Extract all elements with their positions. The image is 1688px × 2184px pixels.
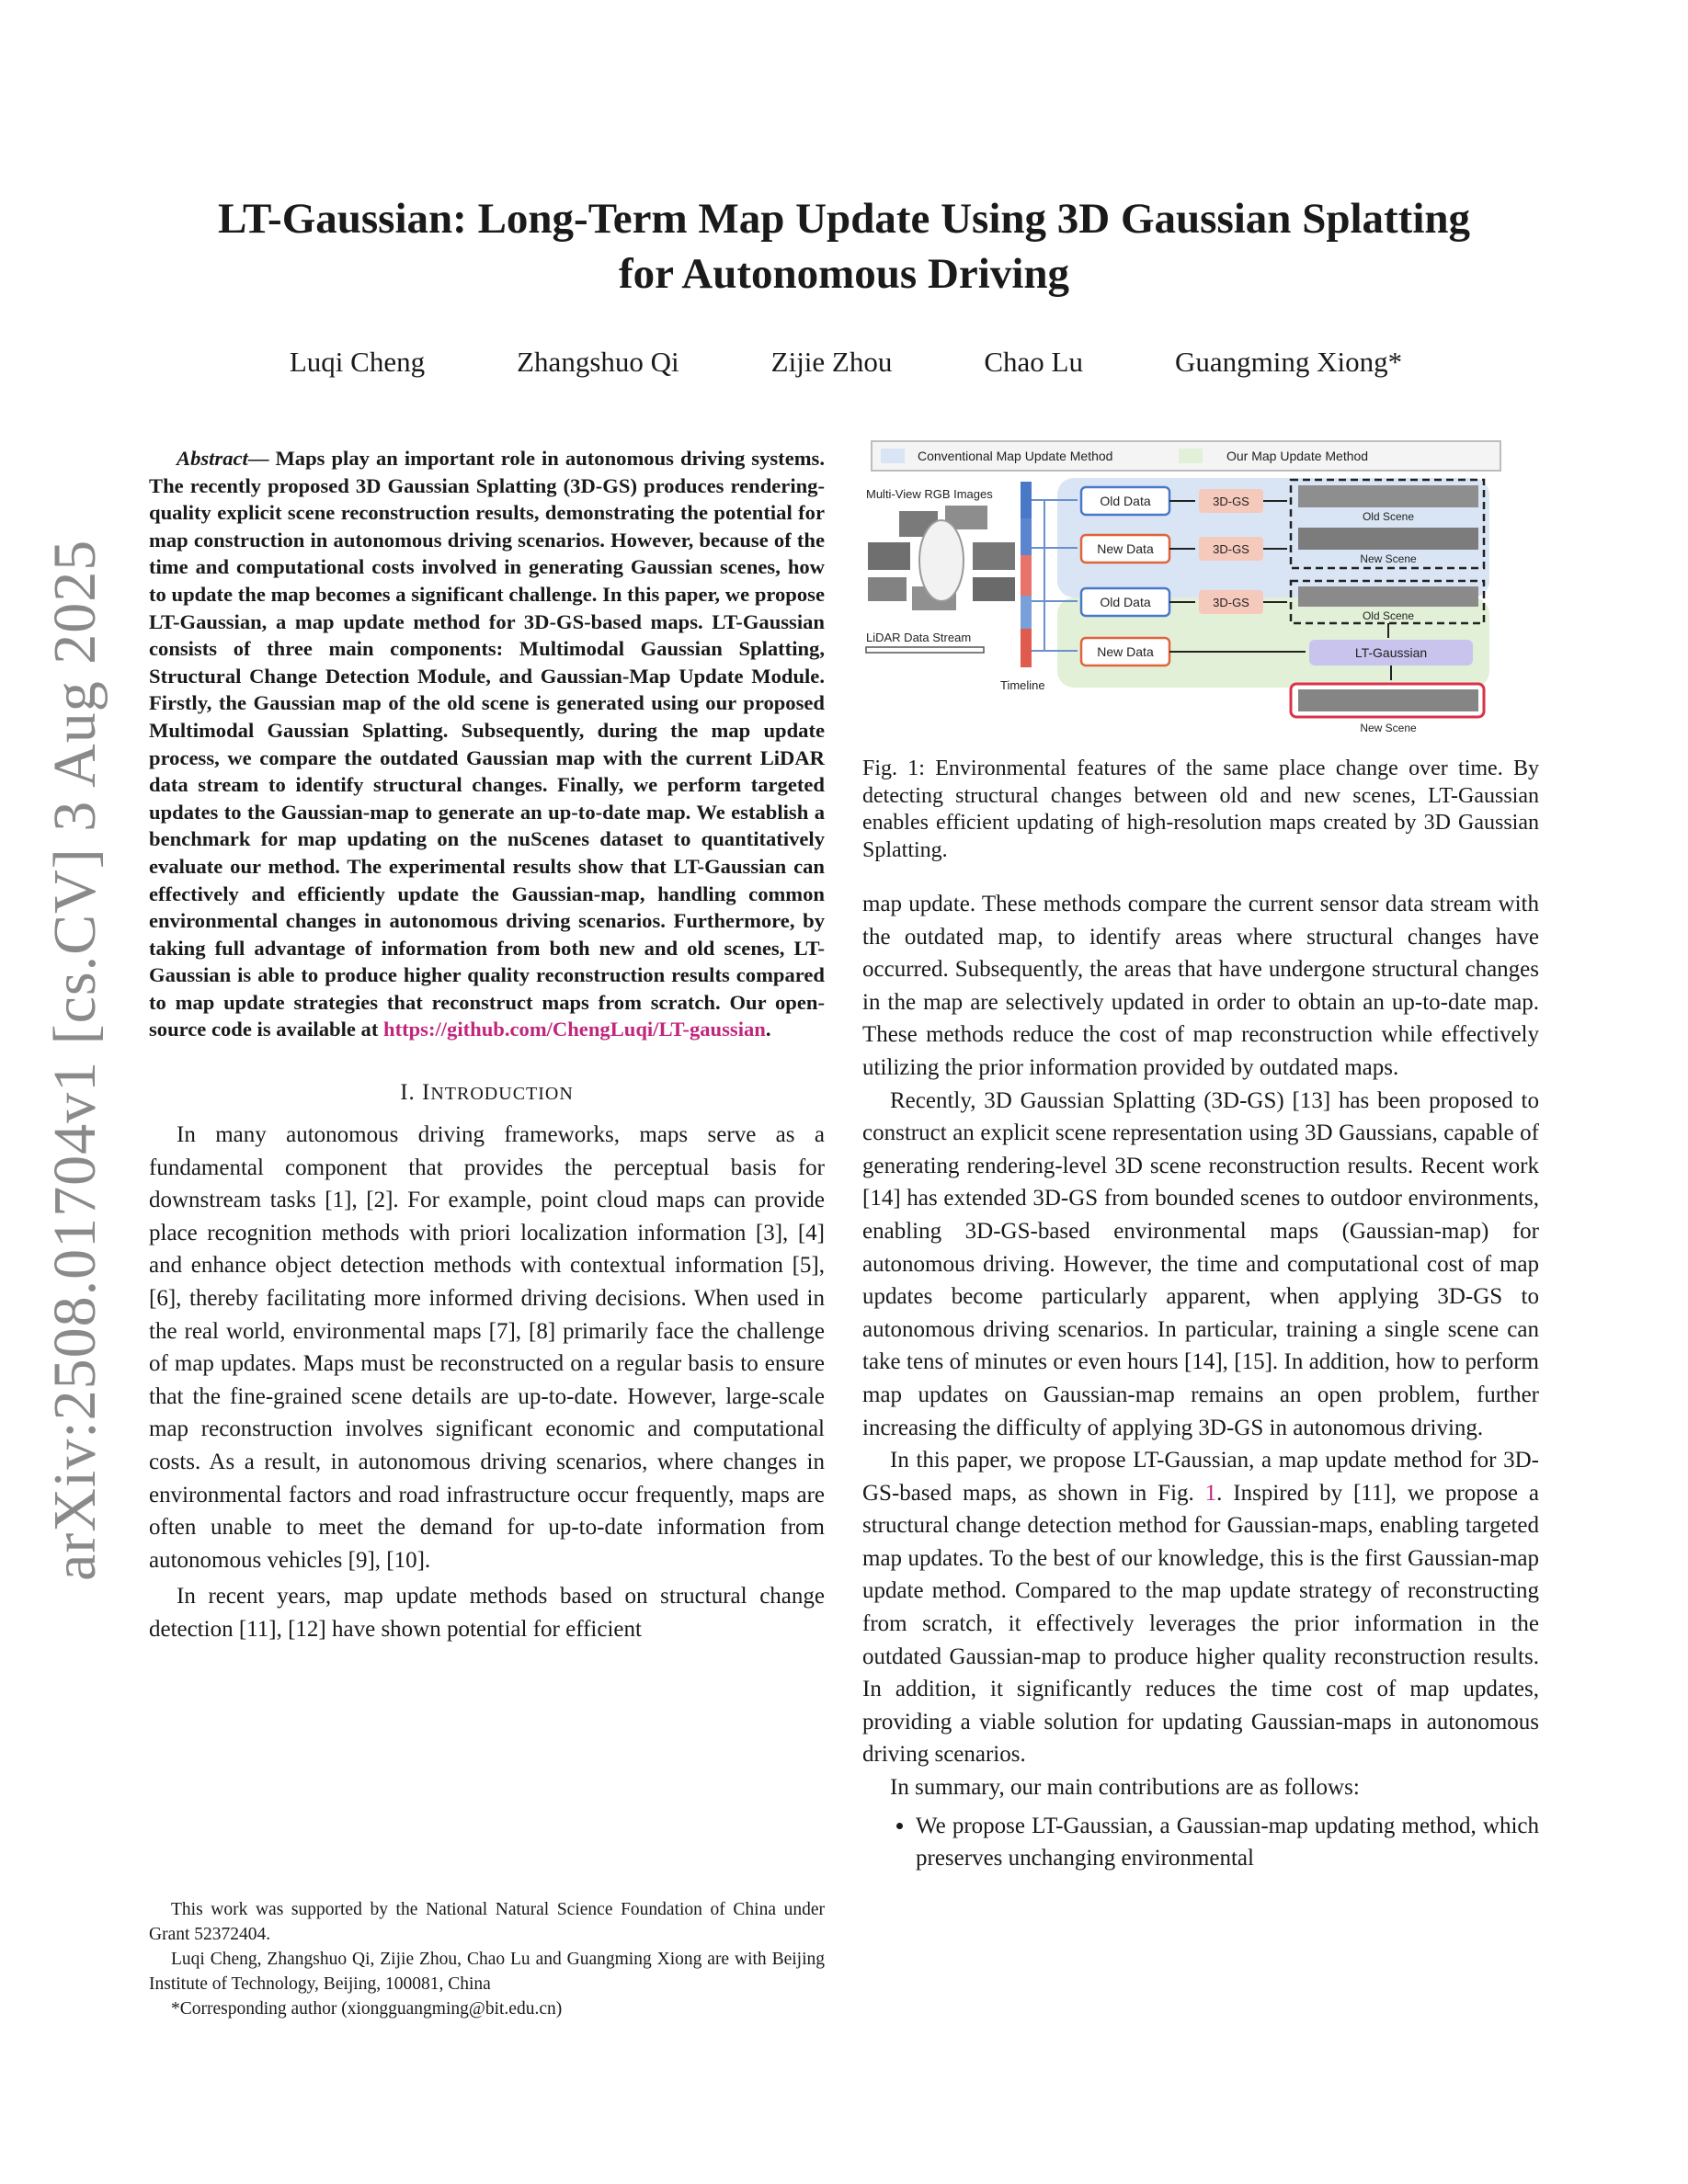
gs-label-3: 3D-GS bbox=[1213, 596, 1249, 609]
old-data-label-1: Old Data bbox=[1100, 494, 1151, 508]
author-3: Zijie Zhou bbox=[770, 346, 893, 378]
timeline-label: Timeline bbox=[1000, 678, 1045, 692]
car-icon bbox=[919, 520, 964, 601]
lidar-stream-bar bbox=[866, 647, 984, 653]
intro-paragraph-1: In many autonomous driving frameworks, maps serve as a fundamental component that provides the perceptual basis for downstream tasks [1], [2]. For example, point cloud maps can provide place recognition methods with priori localization information [3], [4] and enhance object detection methods with contextual information [5], [6], thereby facilitating more informed driving decisions. When used in the real world, environmental maps [7], [8] primarily face the challenge of map updates. Maps must be reconstructed on a regular basis to ensure that the fine-grained scene details are up-to-date. However, large-scale map reconstruction involves significant economic and computational costs. As a result, in autonomous driving scenarios, where changes in environmental factors and road infrastructure occur frequently, maps are often unable to meet the demand for up-to-date information from autonomous vehicles [9], [10]. bbox=[149, 1122, 825, 1573]
multiview-label: Multi-View RGB Images bbox=[866, 487, 993, 501]
new-scene-image-1 bbox=[1298, 528, 1478, 550]
footnote-funding: This work was supported by the National Natural Science Foundation of China under Grant 52372404. bbox=[149, 1900, 825, 1944]
right-paragraph-1: map update. These methods compare the current sensor data stream with the outdated map, to identify areas where structural changes have occurred. Subsequently, the areas that have undergone structural changes in the map are selectively updated in order to obtain an up-to-date map. These methods reduce the cost of map reconstruction while effectively utilizing the prior information provided by outdated maps. bbox=[862, 892, 1539, 1080]
section-heading-introduction: I. INTRODUCTION bbox=[400, 1080, 574, 1106]
abstract-label: Abstract bbox=[177, 447, 248, 470]
left-column bbox=[149, 445, 825, 1646]
legend-ours: Our Map Update Method bbox=[1226, 449, 1369, 463]
new-scene-image-2 bbox=[1298, 689, 1478, 711]
right-paragraph-3: In this paper, we propose LT-Gaussian, a map update method for 3D-GS-based maps, as shown in Fig. 1. Inspired by [11], we propose a structural change detection method for Gaussian-maps, enabling targeted map updates. To the best of our knowledge, this is the first Gaussian-map update method. Compared to the map update strategy of reconstructing from scratch, it effectively leverages the prior information in the outdated Gaussian-map to produce higher quality reconstruction results. In addition, it significantly reduces the time cost of map updates, providing a viable solution for updating Gaussian-maps in autonomous driving scenarios. bbox=[862, 1448, 1539, 1768]
footnotes bbox=[149, 1897, 825, 2021]
footnote-affiliation: Luqi Cheng, Zhangshuo Qi, Zijie Zhou, Chao Lu and Guangming Xiong are with Beijing Institute of Technology, Beijing, 100081, China bbox=[149, 1950, 825, 1994]
lt-gaussian-label: LT-Gaussian bbox=[1354, 645, 1428, 660]
legend-conventional: Conventional Map Update Method bbox=[918, 449, 1113, 463]
paper-title bbox=[138, 191, 1550, 301]
legend-swatch-conventional bbox=[881, 449, 905, 463]
legend-swatch-ours bbox=[1179, 449, 1203, 463]
gs-label-1: 3D-GS bbox=[1213, 495, 1249, 508]
author-4: Chao Lu bbox=[984, 346, 1083, 378]
contribution-item: • We propose LT-Gaussian, a Gaussian-map updating method, which preserves unchanging environmental bbox=[916, 1810, 1539, 1875]
new-scene-label-1: New Scene bbox=[1360, 552, 1417, 565]
timeline-bar bbox=[1021, 482, 1032, 667]
old-data-label-2: Old Data bbox=[1100, 595, 1151, 609]
right-paragraph-2: Recently, 3D Gaussian Splatting (3D-GS) [13] has been proposed to construct an explicit scene representation using 3D Gaussians, capable of generating rendering-level 3D scene reconstruction results. Recent work [14] has extended 3D-GS from bounded scenes to outdoor environments, enabling 3D-GS-based environmental maps (Gaussian-map) for autonomous driving. However, the time and computational cost of map updates become particularly apparent, when applying 3D-GS to autonomous driving scenarios. In particular, training a single scene can take tens of minutes or even hours [14], [15]. In addition, how to perform map updates on Gaussian-map remains an open problem, further increasing the difficulty of applying 3D-GS in autonomous driving. bbox=[862, 1087, 1539, 1440]
abstract: Abstract— Maps play an important role in autonomous driving systems. The recently proposed 3D Gaussian Splatting (3D-GS) produces rendering-quality explicit scene reconstruction results, demonstrating the potential for map construction in autonomous driving scenarios. However, because of the time and computational costs involved in generating Gaussian scenes, how to update the map becomes a significant challenge. In this paper, we propose LT-Gaussian, a map update method for 3D-GS-based maps. LT-Gaussian consists of three main components: Multimodal Gaussian Splatting, Structural Change Detection Module, and Gaussian-Map Update Module. Firstly, the Gaussian map of the old scene is generated using our proposed Multimodal Gaussian Splatting. Subsequently, during the map update process, we compare the outdated Gaussian map with the current LiDAR data stream to identify structural changes. Finally, we perform targeted updates to the Gaussian-map to generate an up-to-date map. We establish a benchmark for map updating on the nuScenes dataset to quantitatively evaluate our method. The experimental results show that LT-Gaussian can effectively and efficiently update the Gaussian-map, handling common environmental changes in autonomous driving scenarios. Furthermore, by taking full advantage of information from both new and old scenes, LT-Gaussian is able to produce higher quality reconstruction results compared to map update strategies that reconstruct maps from scratch. Our open-source code is available at https://github.com/ChengLuqi/LT-gaussian. bbox=[149, 447, 825, 1041]
contributions-list bbox=[862, 1810, 1539, 1875]
title-line-2: for Autonomous Driving bbox=[618, 250, 1070, 298]
multiview-images bbox=[868, 506, 1015, 610]
author-1: Luqi Cheng bbox=[289, 346, 426, 378]
code-link[interactable]: https://github.com/ChengLuqi/LT-gaussian bbox=[383, 1018, 766, 1041]
figure-1 bbox=[864, 439, 1539, 735]
author-5: Guangming Xiong* bbox=[1175, 346, 1403, 378]
new-scene-label-2: New Scene bbox=[1360, 722, 1417, 734]
right-paragraph-4: In summary, our main contributions are as follows: bbox=[890, 1775, 1360, 1801]
abstract-text: — Maps play an important role in autonomous driving systems. The recently proposed 3D Gaussian Splatting (3D-GS) produces rendering-quality explicit scene reconstruction results, demonstrating the potential for map construction in autonomous driving scenarios. However, because of the time and computational costs involved in generating Gaussian scenes, how to update the map becomes a significant challenge. In this paper, we propose LT-Gaussian, a map update method for 3D-GS-based maps. LT-Gaussian consists of three main components: Multimodal Gaussian Splatting, Structural Change Detection Module, and Gaussian-Map Update Module. Firstly, the Gaussian map of the old scene is generated using our proposed Multimodal Gaussian Splatting. Subsequently, during the map update process, we compare the outdated Gaussian map with the current LiDAR data stream to identify structural changes. Finally, we perform targeted updates to the Gaussian-map to generate an up-to-date map. We establish a benchmark for map updating on the nuScenes dataset to quantitatively evaluate our method. The experimental results show that LT-Gaussian can effectively and efficiently update the Gaussian-map, handling common environmental changes in autonomous driving scenarios. Furthermore, by taking full advantage of information from both new and old scenes, LT-Gaussian is able to produce higher quality reconstruction results compared to map update strategies that reconstruct maps from scratch. Our open-source code is available at bbox=[149, 447, 825, 1041]
old-scene-label-1: Old Scene bbox=[1362, 510, 1415, 523]
author-2: Zhangshuo Qi bbox=[517, 346, 679, 378]
lidar-label: LiDAR Data Stream bbox=[866, 631, 972, 644]
old-scene-label-2: Old Scene bbox=[1362, 609, 1415, 622]
gs-label-2: 3D-GS bbox=[1213, 542, 1249, 556]
new-data-label-2: New Data bbox=[1097, 644, 1154, 659]
old-scene-image-2 bbox=[1298, 586, 1478, 607]
new-data-label-1: New Data bbox=[1097, 541, 1154, 556]
title-line-1: LT-Gaussian: Long-Term Map Update Using 3D Gaussian Splatting bbox=[217, 195, 1471, 243]
figure-1-caption: Fig. 1: Environmental features of the same place change over time. By detecting structural changes between old and new scenes, LT-Gaussian enables efficient updating of high-resolution maps created by 3D Gaussian Splatting. bbox=[862, 756, 1539, 862]
footnote-corresponding: *Corresponding author (xiongguangming@bit.edu.cn) bbox=[171, 1999, 563, 2019]
right-column bbox=[862, 888, 1539, 1875]
old-scene-image-1 bbox=[1298, 485, 1478, 507]
figure-1-reference[interactable]: 1 bbox=[1204, 1480, 1217, 1506]
arxiv-identifier: arXiv:2508.01704v1 [cs.CV] 3 Aug 2025 bbox=[41, 539, 108, 1581]
intro-paragraph-2: In recent years, map update methods based on structural change detection [11], [12] have shown potential for efficient bbox=[149, 1584, 825, 1642]
author-list bbox=[147, 346, 1545, 379]
